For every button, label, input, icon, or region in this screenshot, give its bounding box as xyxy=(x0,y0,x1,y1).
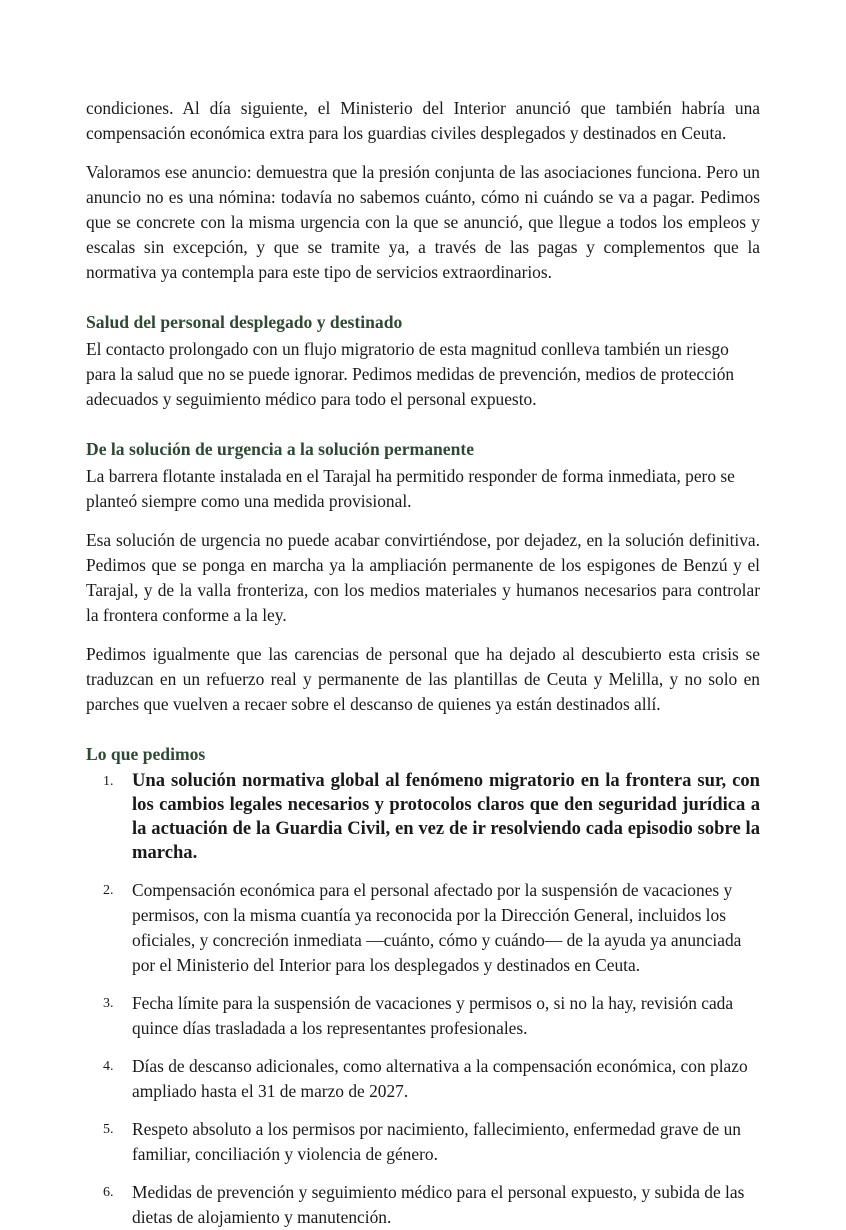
list-item xyxy=(86,1180,760,1230)
list-item-text: Compensación económica para el personal afectado por la suspensión de vacaciones y permisos, con la misma cuantía ya reconocida por la Dirección General, incluidos los oficiales, y concreción inmediata —cuánto, cómo y cuándo— de la ayuda ya anunciada por el Ministerio del Interior para los desplegados y destinados en Ceuta. xyxy=(132,880,742,975)
list-item-number: 2. xyxy=(103,883,114,898)
list-item xyxy=(86,991,760,1041)
heading-solucion-permanente: De la solución de urgencia a la solución permanente xyxy=(86,439,475,459)
list-item-number: 6. xyxy=(103,1185,114,1200)
list-item-number: 3. xyxy=(103,996,114,1011)
demands-list xyxy=(86,769,760,1230)
list-item-number: 5. xyxy=(103,1122,114,1137)
paragraph-refuerzo-plantillas: Pedimos igualmente que las carencias de personal que ha dejado al descubierto esta crisis se traduzcan en un refuerzo real y permanente de las plantillas de Ceuta y Melilla, y no solo en parches que vuelven a recaer sobre el descanso de quienes ya están destinados allí. xyxy=(86,644,760,714)
list-item-text: Una solución normativa global al fenómeno migratorio en la frontera sur, con los cambios legales necesarios y protocolos claros que den seguridad jurídica a la actuación de la Guardia Civil, en vez de ir resolviendo cada episodio sobre la marcha. xyxy=(132,770,760,863)
list-item xyxy=(86,1117,760,1167)
list-item xyxy=(86,769,760,865)
list-item-text: Fecha límite para la suspensión de vacaciones y permisos o, si no la hay, revisión cada quince días trasladada a los representantes profesionales. xyxy=(132,993,734,1038)
paragraph-ampliacion-espigones: Esa solución de urgencia no puede acabar convirtiéndose, por dejadez, en la solución definitiva. Pedimos que se ponga en marcha ya la ampliación permanente de los espigones de Benzú y el Tarajal, y de la valla fronteriza, con los medios materiales y humanos necesarios para controlar la frontera conforme a la ley. xyxy=(86,530,760,625)
list-item-text: Días de descanso adicionales, como alternativa a la compensación económica, con plazo ampliado hasta el 31 de marzo de 2027. xyxy=(132,1056,748,1101)
list-item-text: Medidas de prevención y seguimiento médico para el personal expuesto, y subida de las dietas de alojamiento y manutención. xyxy=(132,1182,745,1227)
paragraph-announcement-valuation: Valoramos ese anuncio: demuestra que la presión conjunta de las asociaciones funciona. Pero un anuncio no es una nómina: todavía no sabemos cuánto, cómo ni cuándo se va a pagar. Pedimos que se concrete con la misma urgencia con la que se anunció, que llegue a todos los empleos y escalas sin excepción, y que se tramite ya, a través de las pagas y complementos que la normativa ya contempla para este tipo de servicios extraordinarios. xyxy=(86,162,760,282)
list-item-text: Respeto absoluto a los permisos por nacimiento, fallecimiento, enfermedad grave de un familiar, conciliación y violencia de género. xyxy=(132,1119,741,1164)
paragraph-salud: El contacto prolongado con un flujo migratorio de esta magnitud conlleva también un riesgo para la salud que no se puede ignorar. Pedimos medidas de prevención, medios de protección adecuados y seguimiento médico para todo el personal expuesto. xyxy=(86,339,735,409)
paragraph-compensation-announcement: condiciones. Al día siguiente, el Ministerio del Interior anunció que también habría una compensación económica extra para los guardias civiles desplegados y destinados en Ceuta. xyxy=(86,98,760,143)
list-item-number: 1. xyxy=(103,774,114,789)
heading-salud: Salud del personal desplegado y destinado xyxy=(86,312,403,332)
paragraph-barrera-flotante: La barrera flotante instalada en el Tarajal ha permitido responder de forma inmediata, pero se planteó siempre como una medida provisional. xyxy=(86,466,735,511)
list-item xyxy=(86,1054,760,1104)
heading-lo-que-pedimos: Lo que pedimos xyxy=(86,744,206,764)
list-item-number: 4. xyxy=(103,1059,114,1074)
list-item xyxy=(86,878,760,978)
